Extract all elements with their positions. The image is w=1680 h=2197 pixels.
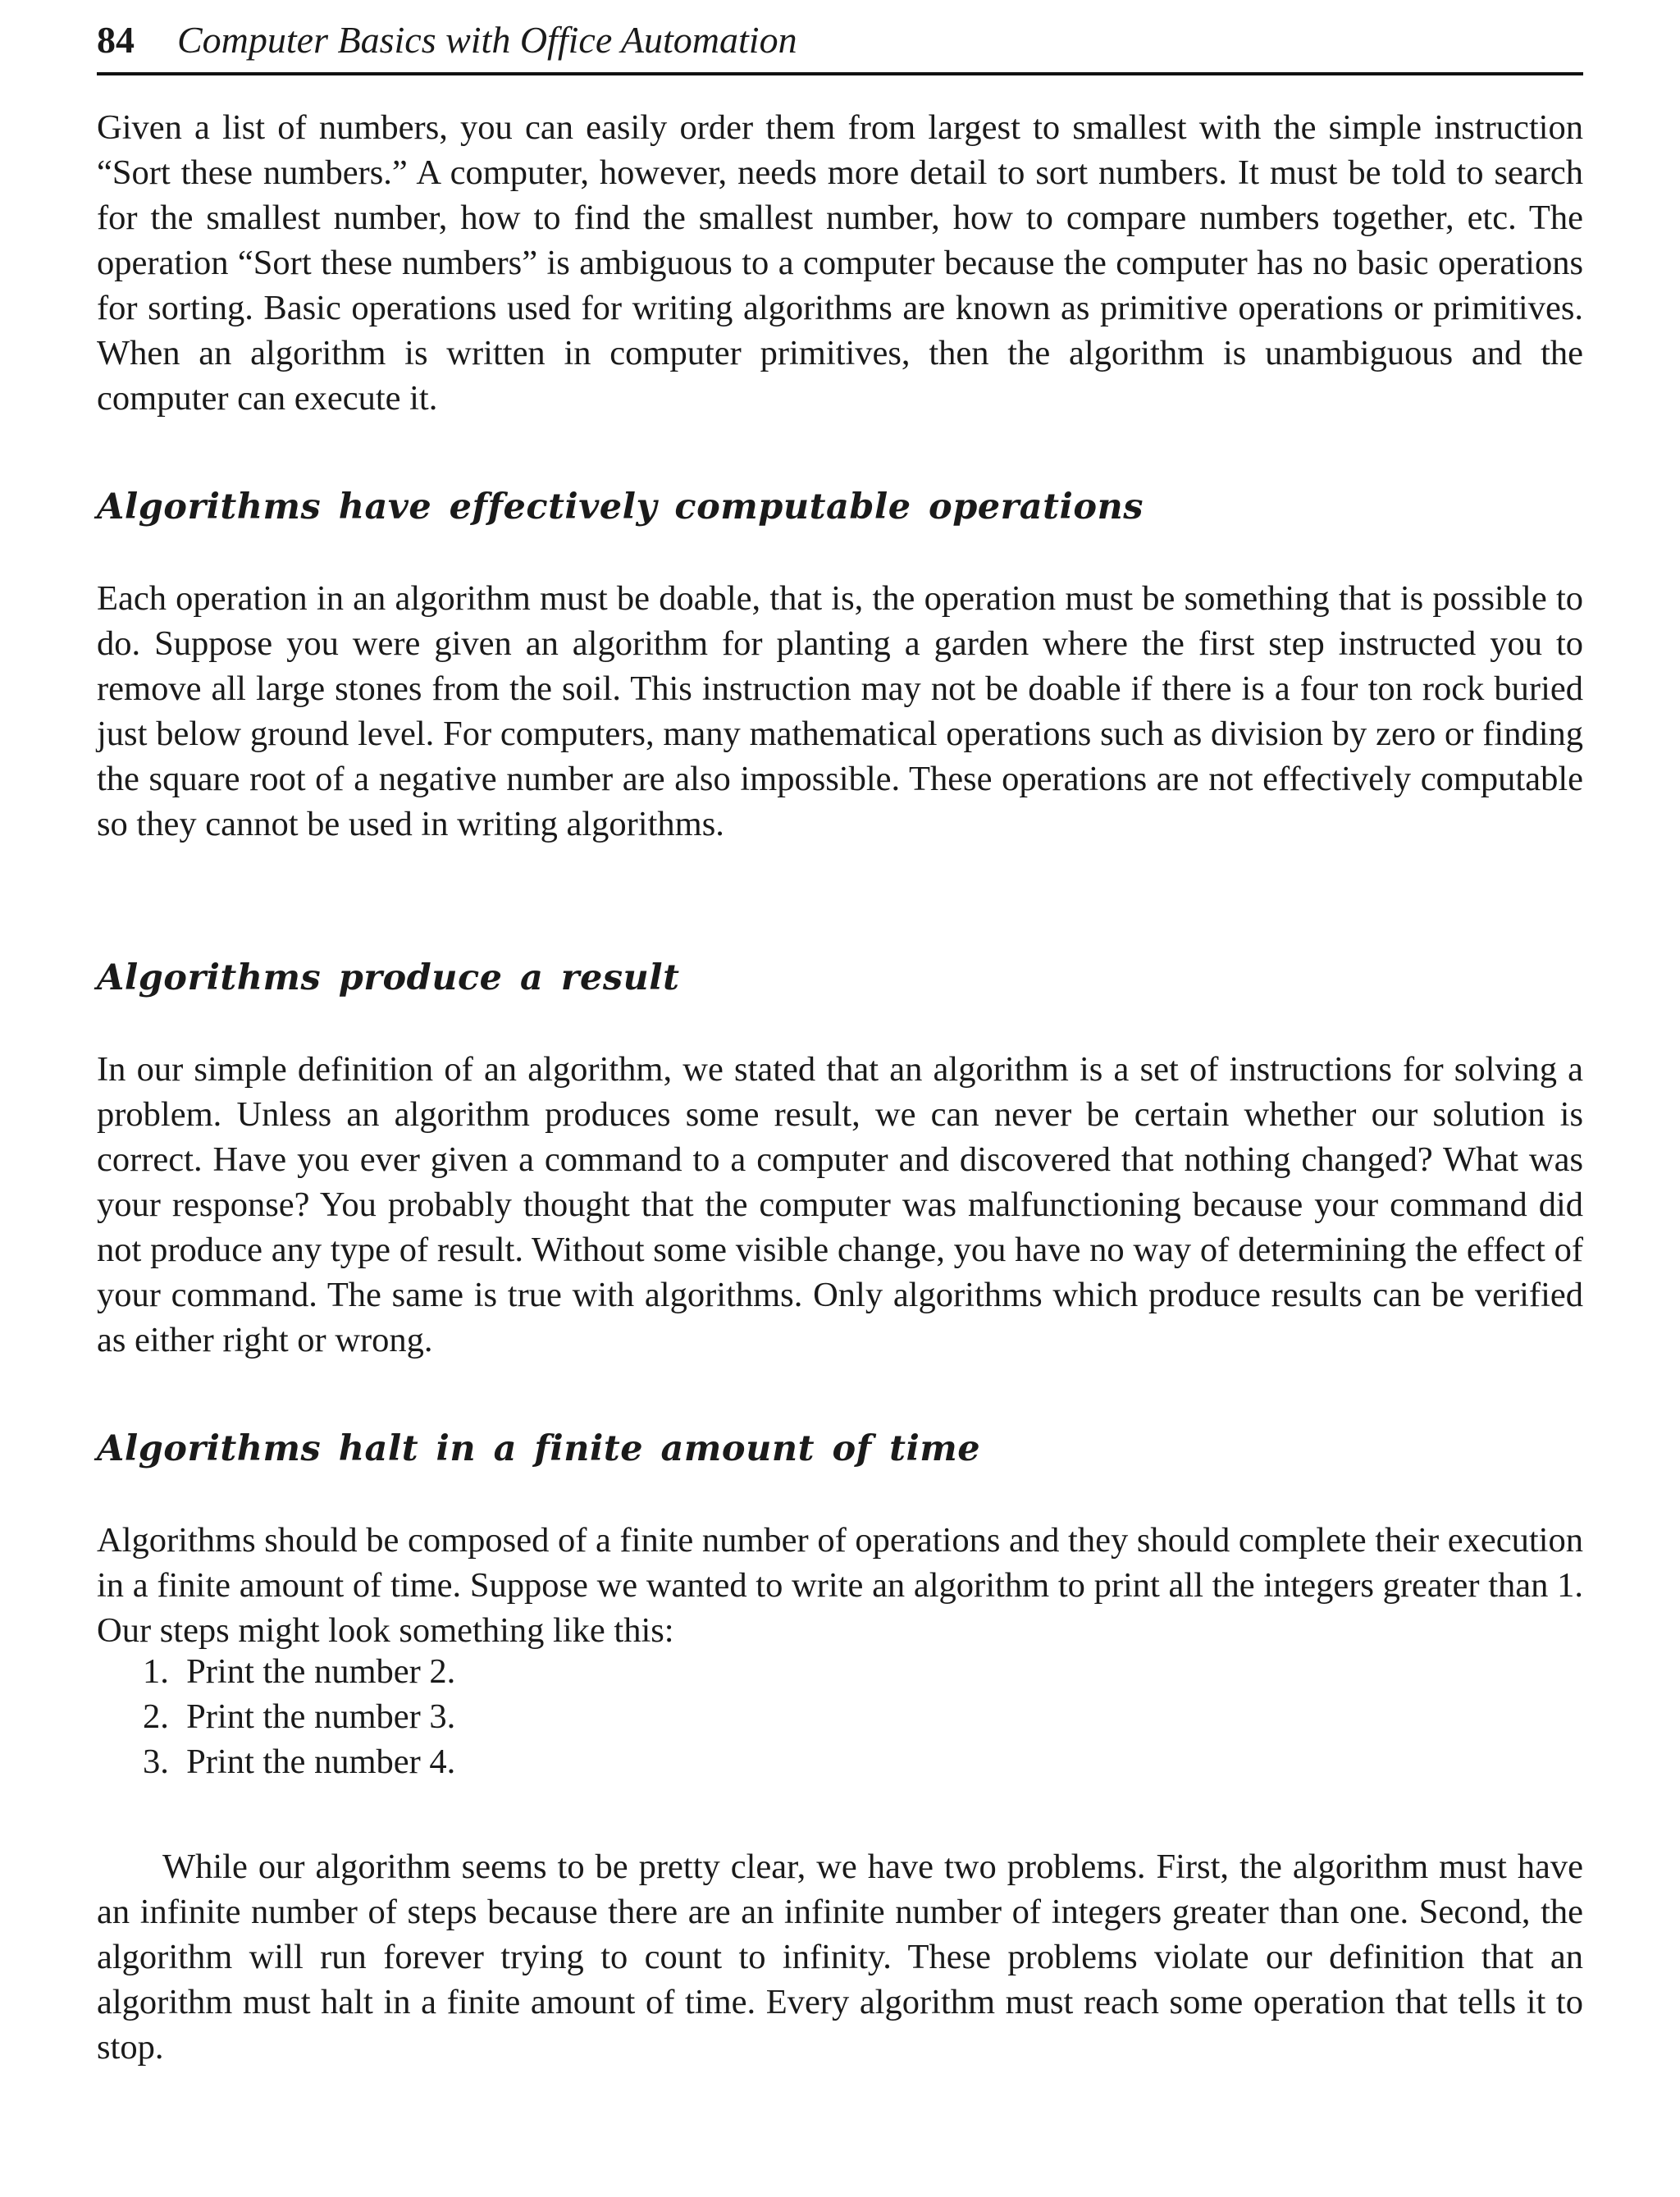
section-heading-halt: Algorithms halt in a finite amount of time	[97, 1428, 981, 1469]
intro-paragraph: Given a list of numbers, you can easily order them from largest to smallest with the simple instruction “Sort these numbers.” A computer, however, needs more detail to sort numbers. It must be told to search for the smallest number, how to find the smallest number, how to compare numbers together, etc. The operation “Sort these numbers” is ambiguous to a computer because the computer has no basic operations for sorting. Basic operations used for writing algorithms are known as primitive operations or primitives. When an algorithm is written in computer primitives, then the algorithm is unambiguous and the computer can execute it.	[97, 108, 1583, 418]
section-paragraph-halt: Algorithms should be composed of a finite number of operations and they should complete their execution in a finite amount of time. Suppose we wanted to write an algorithm to print all the integers greater than 1. Our steps might look something like this:	[97, 1521, 1583, 1650]
closing-paragraph: While our algorithm seems to be pretty clear, we have two problems. First, the algorithm must have an infinite number of steps because there are an infinite number of integers greater than one. Second, the algorithm will run forever trying to count to infinity. These problems violate our definition that an algorithm must halt in a finite amount of time. Every algorithm must reach some operation that tells it to stop.	[97, 1848, 1583, 2067]
section-paragraph-computable: Each operation in an algorithm must be doable, that is, the operation must be something that is possible to do. Suppose you were given an algorithm for planting a garden where the first step instructed you to remove all large stones from the soil. This instruction may not be doable if there is a four ton rock buried just below ground level. For computers, many mathematical operations such as division by zero or finding the square root of a negative number are also impossible. These operations are not effectively computable so they cannot be used in writing algorithms.	[97, 579, 1583, 843]
algorithm-steps-list	[143, 1649, 455, 1784]
list-item: 1. Print the number 2.	[143, 1652, 456, 1691]
book-title: Computer Basics with Office Automation	[177, 19, 797, 61]
page-number: 84	[97, 19, 135, 61]
section-heading-result: Algorithms produce a result	[97, 957, 680, 998]
section-heading-computable: Algorithms have effectively computable operations	[97, 486, 1144, 528]
list-item: 3. Print the number 4.	[143, 1743, 456, 1781]
running-head	[97, 16, 1583, 75]
list-item: 2. Print the number 3.	[143, 1697, 456, 1736]
section-paragraph-result: In our simple definition of an algorithm, we stated that an algorithm is a set of instructions for solving a problem. Unless an algorithm produces some result, we can never be certain whether our solution is correct. Have you ever given a command to a computer and discovered that nothing changed? What was your response? You probably thought that the computer was malfunctioning because your command did not produce any type of result. Without some visible change, you have no way of determining the effect of your command. The same is true with algorithms. Only algorithms which produce results can be verified as either right or wrong.	[97, 1050, 1583, 1359]
